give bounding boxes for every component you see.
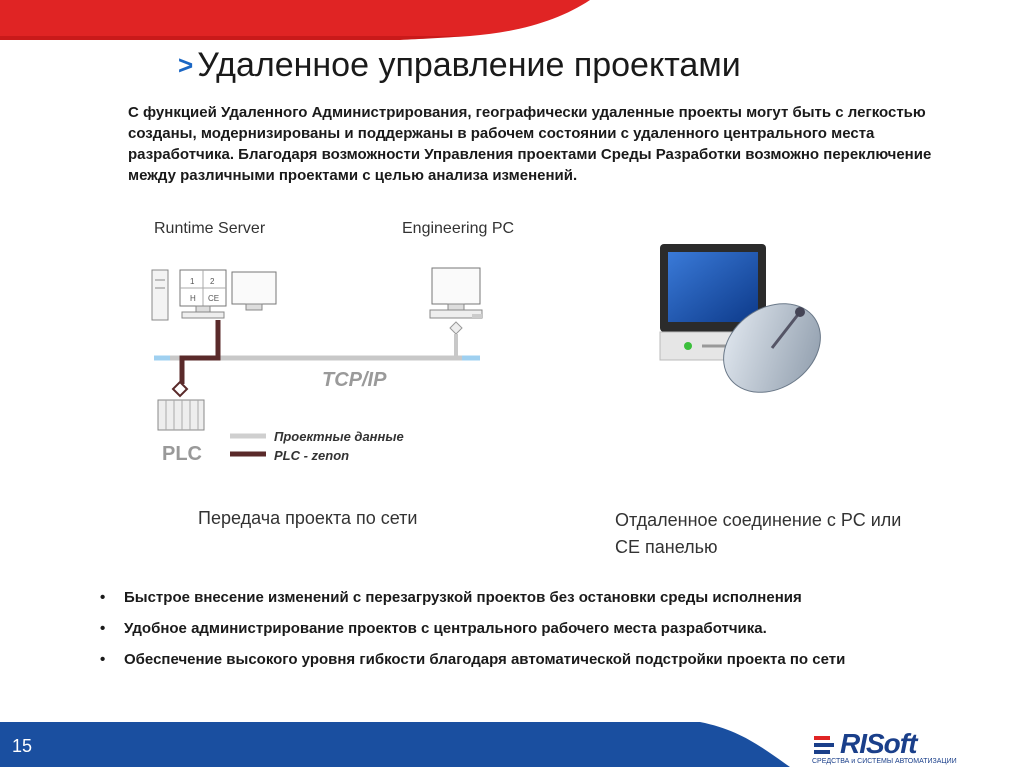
list-item: • Обеспечение высокого уровня гибкости благодаря автоматической подстройки проекта по сети <box>100 649 980 680</box>
network-diagram <box>140 208 560 478</box>
plc-zenon-link <box>182 320 218 384</box>
screen-cell-2: 2 <box>210 277 215 286</box>
screen-cell-4: CE <box>208 294 220 303</box>
legend-label-plc-zenon: PLC - zenon <box>274 448 350 463</box>
plc-connector-icon <box>173 382 187 396</box>
logo-wordmark: RISoft <box>840 728 917 759</box>
logo-mark-icon <box>812 732 838 758</box>
engineering-pc-icon <box>430 268 482 318</box>
slide-title <box>178 40 938 90</box>
runtime-server-icon <box>152 270 276 320</box>
caption-network-transfer: Передача проекта по сети <box>198 508 418 528</box>
caption-remote-connection: Отдаленное соединение с РС или СЕ панелью <box>615 510 902 557</box>
runtime-server-label: Runtime Server <box>154 220 266 237</box>
engineering-connector-icon <box>450 322 462 334</box>
logo-subtitle: СРЕДСТВА и СИСТЕМЫ АВТОМАТИЗАЦИИ <box>812 758 957 765</box>
intro-paragraph: С функцией Удаленного Администрирования, географически удаленные проекты могут быть с легкостью созданы, модернизированы и поддержаны в рабочем состоянии с удаленного центрального места разработчика. Благодаря возможности Управления проектами Среды Разработки возможно переключение между различными проектами с целью анализа изменений. <box>128 104 932 184</box>
legend-label-project-data: Проектные данные <box>274 429 404 444</box>
plc-device-icon <box>158 400 204 430</box>
slide-title-text: Удаленное управление проектами <box>197 45 741 84</box>
plc-label: PLC <box>162 443 202 465</box>
tcp-ip-label: TCP/IP <box>322 369 387 391</box>
screen-cell-3: H <box>190 294 196 303</box>
list-item: • Быстрое внесение изменений с перезагрузкой проектов без остановки среды исполнения <box>100 587 980 618</box>
list-item: • Удобное администрирование проектов с центрального рабочего места разработчика. <box>100 618 980 649</box>
benefits-list <box>100 587 980 680</box>
page-number: 15 <box>12 736 33 756</box>
screen-cell-1: 1 <box>190 277 195 286</box>
title-arrow-icon: > <box>178 50 194 80</box>
top-banner-swoosh <box>0 0 1024 40</box>
company-logo <box>812 728 1017 767</box>
engineering-pc-label: Engineering PC <box>402 220 515 237</box>
remote-monitor-dish-icon <box>652 238 832 403</box>
